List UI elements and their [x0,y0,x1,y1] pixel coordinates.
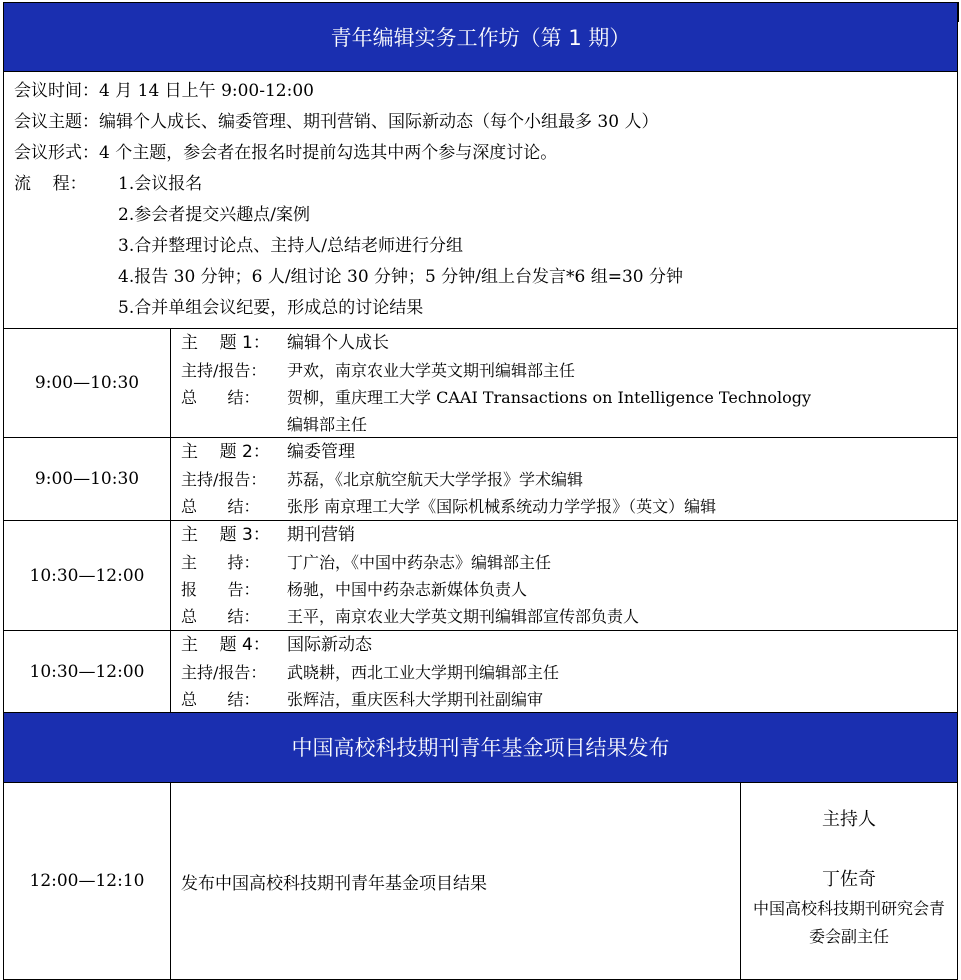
host-name: 丁佐奇 [822,869,876,890]
host-role: 中国高校科技期刊研究会青委会副主任 [752,899,945,946]
session-line [181,603,957,630]
topic-label: 主 题 2： [181,442,270,462]
session-line [181,576,957,603]
host-label: 主持人 [822,809,876,830]
session-row-3 [3,521,958,631]
session-line [181,466,957,493]
role-label: 总 结： [181,497,260,516]
role-label: 主持/报告： [181,361,267,380]
role-label: 总 结： [181,607,260,626]
session-line [181,384,957,411]
session-details [171,631,957,712]
role-person: 杨驰，中国中药杂志新媒体负责人 [287,580,528,599]
page-edge-divider [957,2,959,22]
session-line [181,493,957,520]
topic-name: 编辑个人成长 [287,333,389,353]
session-details [171,329,957,437]
role-person: 张彤 南京理工大学《国际机械系统动力学学报》（英文）编辑 [287,497,717,516]
meeting-time: 会议时间：4 月 14 日上午 9:00-12:00 [14,81,314,101]
process-label: 流 程： [14,174,87,194]
role-person: 武晓耕，西北工业大学期刊编辑部主任 [287,663,560,682]
session-line [181,659,957,686]
fund-title: 中国高校科技期刊青年基金项目结果发布 [291,736,670,760]
process-step-5: 5.合并单组会议纪要，形成总的讨论结果 [118,298,424,318]
topic-name: 期刊营销 [287,525,355,545]
session-details [171,438,957,520]
fund-title-band [3,713,958,783]
session-topic [181,632,957,659]
role-label: 主持/报告： [181,470,267,489]
topic-label: 主 题 4： [181,635,270,655]
topic-label: 主 题 1： [181,333,270,353]
session-details [171,521,957,630]
role-person: 王平，南京农业大学英文期刊编辑部宣传部负责人 [287,607,640,626]
meeting-theme: 会议主题：编辑个人成长、编委管理、期刊营销、国际新动态（每个小组最多 30 人） [14,112,659,132]
role-label: 总 结： [181,690,260,709]
process-step-3: 3.合并整理讨论点、主持人/总结老师进行分组 [118,236,463,256]
role-person: 丁广治，《中国中药杂志》编辑部主任 [287,553,552,572]
topic-name: 编委管理 [287,442,355,462]
topic-label: 主 题 3： [181,525,270,545]
session-time: 10:30—12:00 [4,521,171,630]
workshop-title-band [3,2,958,72]
session-row-2 [3,438,958,521]
role-label: 报 告： [181,580,260,599]
fund-time: 12:00—12:10 [4,783,171,979]
workshop-title: 青年编辑实务工作坊（第 1 期） [330,26,631,50]
role-person: 尹欢，南京农业大学英文期刊编辑部主任 [287,361,576,380]
role-person-continuation: 编辑部主任 [287,415,368,434]
session-row-4 [3,631,958,713]
role-label: 总 结： [181,388,260,407]
session-line [181,686,957,713]
fund-item-title: 发布中国高校科技期刊青年基金项目结果 [171,783,741,979]
session-line [181,549,957,576]
fund-row [3,783,958,980]
session-time: 9:00—10:30 [4,438,171,520]
meeting-info-block [3,72,958,329]
session-row-1 [3,329,958,438]
role-label: 主 持： [181,553,260,572]
meeting-format: 会议形式：4 个主题，参会者在报名时提前勾选其中两个参与深度讨论。 [14,143,558,163]
fund-host-cell [741,783,957,979]
role-person: 苏磊，《北京航空航天大学学报》学术编辑 [287,470,584,489]
process-step-4: 4.报告 30 分钟；6 人/组讨论 30 分钟；5 分钟/组上台发言*6 组=30 分钟 [118,267,683,287]
session-time: 10:30—12:00 [4,631,171,712]
session-topic [181,522,957,549]
role-person: 张辉洁，重庆医科大学期刊社副编审 [287,690,544,709]
process-step-1: 1.会议报名 [118,174,203,194]
session-line [181,357,957,384]
session-time: 9:00—10:30 [4,329,171,437]
agenda-document [3,2,958,980]
process-row [14,169,947,200]
session-topic [181,439,957,466]
role-person: 贺柳，重庆理工大学 CAAI Transactions on Intelligence Technology [287,388,812,407]
topic-name: 国际新动态 [287,635,372,655]
process-step-2: 2.参会者提交兴趣点/案例 [118,205,310,225]
session-topic [181,330,957,357]
role-label: 主持/报告： [181,663,267,682]
